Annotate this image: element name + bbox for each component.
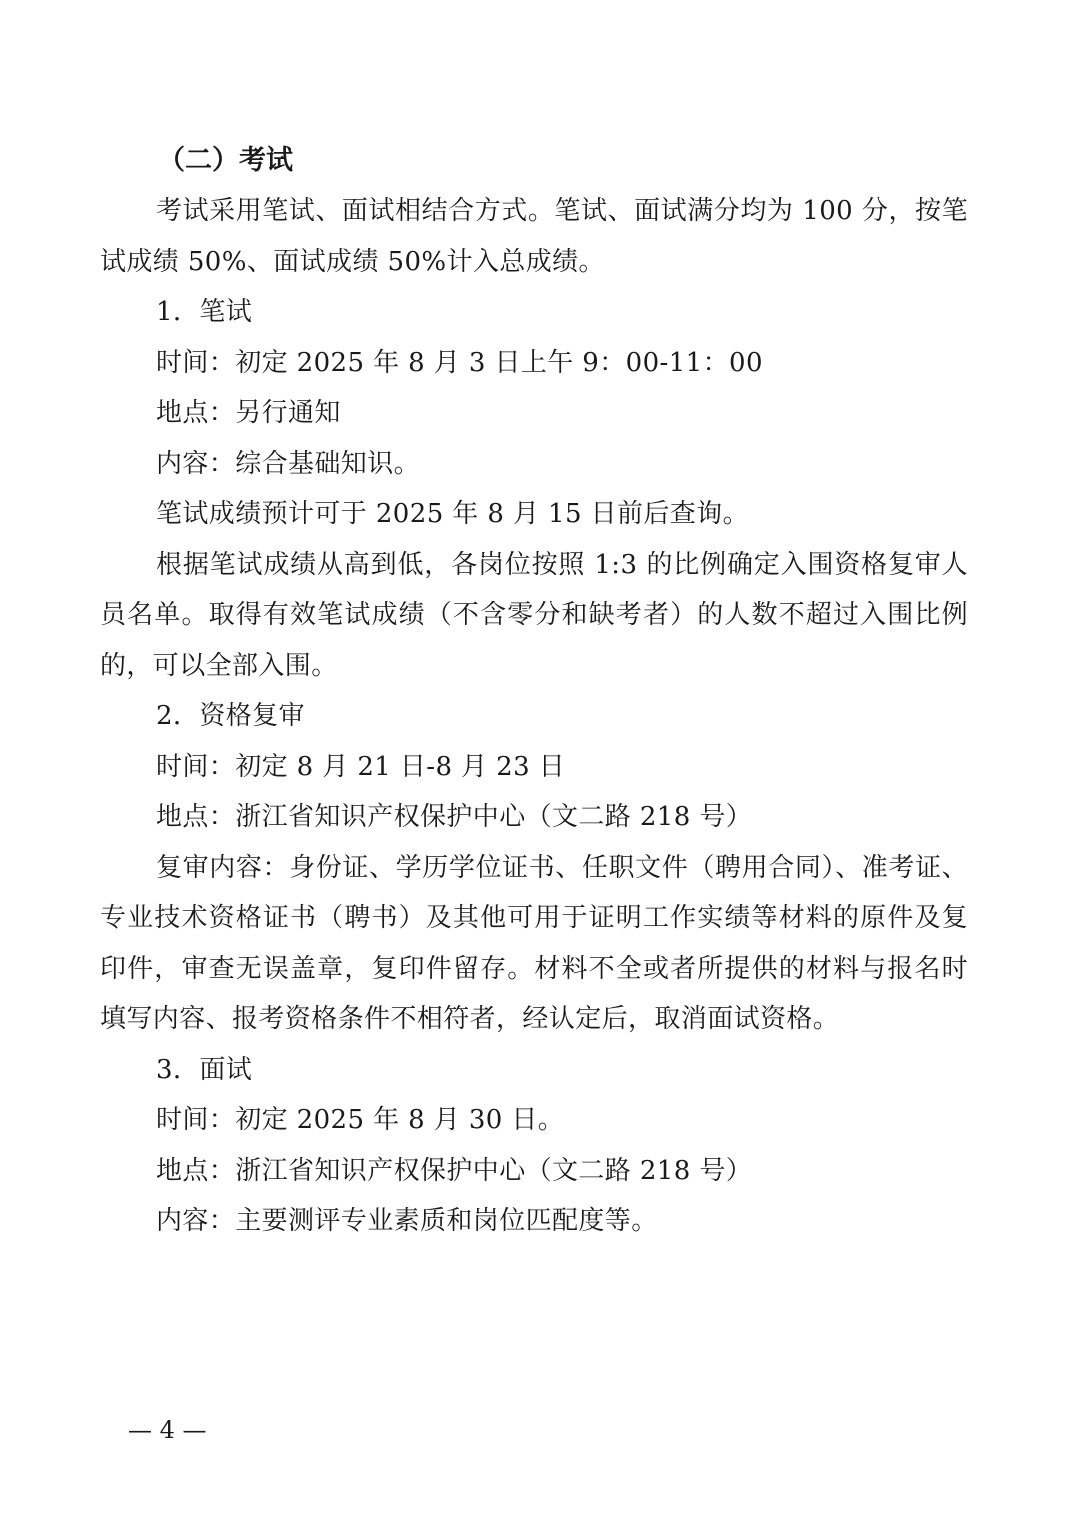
- qualification-review-location: 地点：浙江省知识产权保护中心（文二路 218 号）: [156, 802, 753, 832]
- document-body: [100, 136, 968, 1247]
- interview-content: 内容：主要测评专业素质和岗位匹配度等。: [156, 1206, 658, 1236]
- written-exam-title: 1．笔试: [156, 297, 253, 327]
- interview-location: 地点：浙江省知识产权保护中心（文二路 218 号）: [156, 1155, 753, 1186]
- page-number: — 4 —: [128, 1416, 207, 1444]
- written-exam-time: 时间：初定 2025 年 8 月 3 日上午 9：00-11：00: [156, 347, 763, 378]
- section-heading: （二）考试: [158, 145, 293, 176]
- written-exam-content: 内容：综合基础知识。: [156, 448, 421, 479]
- written-exam-location: 地点：另行通知: [156, 398, 341, 428]
- written-exam-score-query: 笔试成绩预计可于 2025 年 8 月 15 日前后查询。: [156, 499, 749, 529]
- qualification-review-time: 时间：初定 8 月 21 日-8 月 23 日: [156, 751, 566, 782]
- interview-title: 3．面试: [156, 1054, 253, 1085]
- qualification-review-content: 复审内容：身份证、学历学位证书、任职文件（聘用合同）、准考证、专业技术资格证书（聘书）及其他可用于证明工作实绩等材料的原件及复印件，审查无误盖章，复印件留存。材料不全或者所提供的材料与报名时填写内容、报考资格条件不相符者，经认定后，取消面试资格。: [100, 852, 968, 1034]
- qualification-review-title: 2．资格复审: [156, 701, 305, 731]
- intro-paragraph: 考试采用笔试、面试相结合方式。笔试、面试满分均为 100 分，按笔试成绩 50%、面试成绩 50%计入总成绩。: [100, 196, 968, 277]
- interview-time: 时间：初定 2025 年 8 月 30 日。: [156, 1105, 565, 1135]
- written-exam-selection-rule: 根据笔试成绩从高到低，各岗位按照 1:3 的比例确定入围资格复审人员名单。取得有效笔试成绩（不含零分和缺考者）的人数不超过入围比例的，可以全部入围。: [100, 549, 968, 681]
